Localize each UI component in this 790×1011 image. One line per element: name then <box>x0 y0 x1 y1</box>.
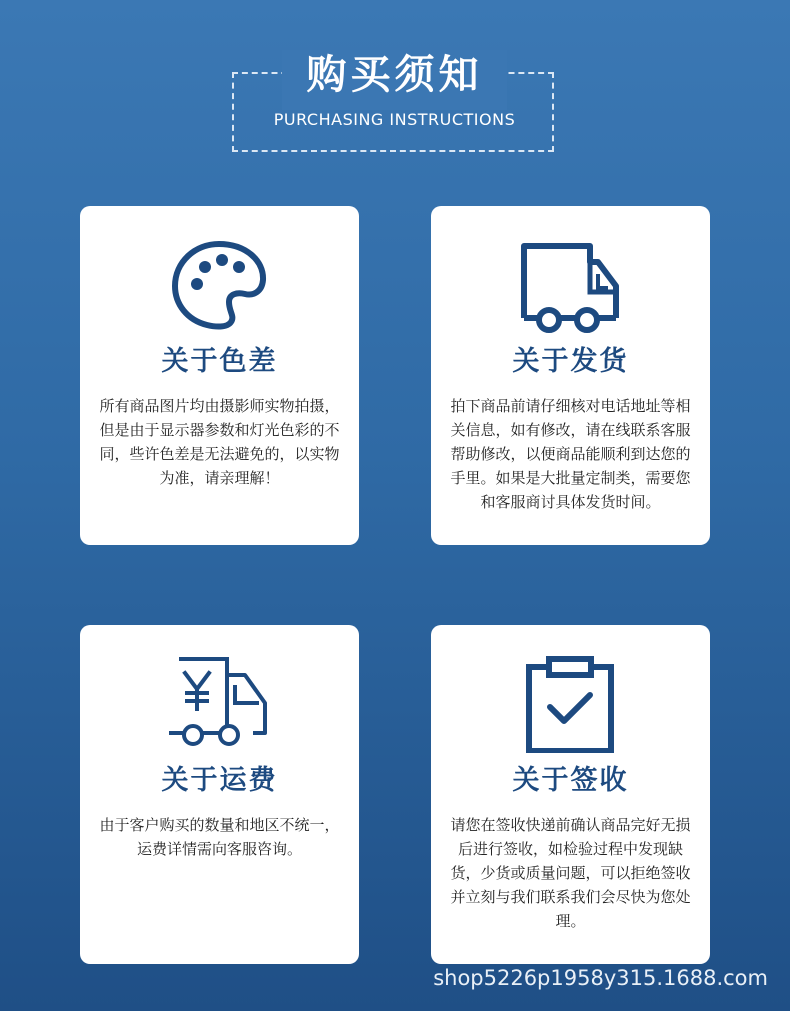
card-color-difference <box>80 206 359 545</box>
card-shipping <box>431 206 710 545</box>
page-subtitle: PURCHASING INSTRUCTIONS <box>273 110 516 129</box>
yuan-truck-icon <box>169 653 269 753</box>
page-title: 购买须知 <box>306 52 483 98</box>
card-description: 请您在签收快递前确认商品完好无损后进行签收，如检验过程中发现缺货，少货或质量问题，可以拒绝签收并立刻与我们联系我们会尽快为您处理。 <box>450 816 691 930</box>
card-description: 由于客户购买的数量和地区不统一，运费详情需向客服咨询。 <box>99 816 340 858</box>
card-title: 关于签收 <box>512 765 629 796</box>
card-title: 关于发货 <box>512 346 629 377</box>
clipboard-check-icon <box>520 653 620 753</box>
card-receipt <box>431 625 710 964</box>
palette-icon <box>169 234 269 334</box>
shop-url-watermark: shop5226p1958y315.1688.com <box>433 966 768 990</box>
card-description: 拍下商品前请仔细核对电话地址等相关信息，如有修改，请在线联系客服帮助修改，以便商品能顺利到达您的手里。如果是大批量定制类，需要您和客服商讨具体发货时间。 <box>450 397 691 511</box>
card-title: 关于色差 <box>161 346 278 377</box>
delivery-truck-icon <box>520 234 620 334</box>
card-description: 所有商品图片均由摄影师实物拍摄，但是由于显示器参数和灯光色彩的不同，些许色差是无法避免的，以实物为准，请亲理解！ <box>99 397 340 487</box>
card-title: 关于运费 <box>161 765 278 796</box>
card-freight <box>80 625 359 964</box>
header <box>232 38 557 153</box>
